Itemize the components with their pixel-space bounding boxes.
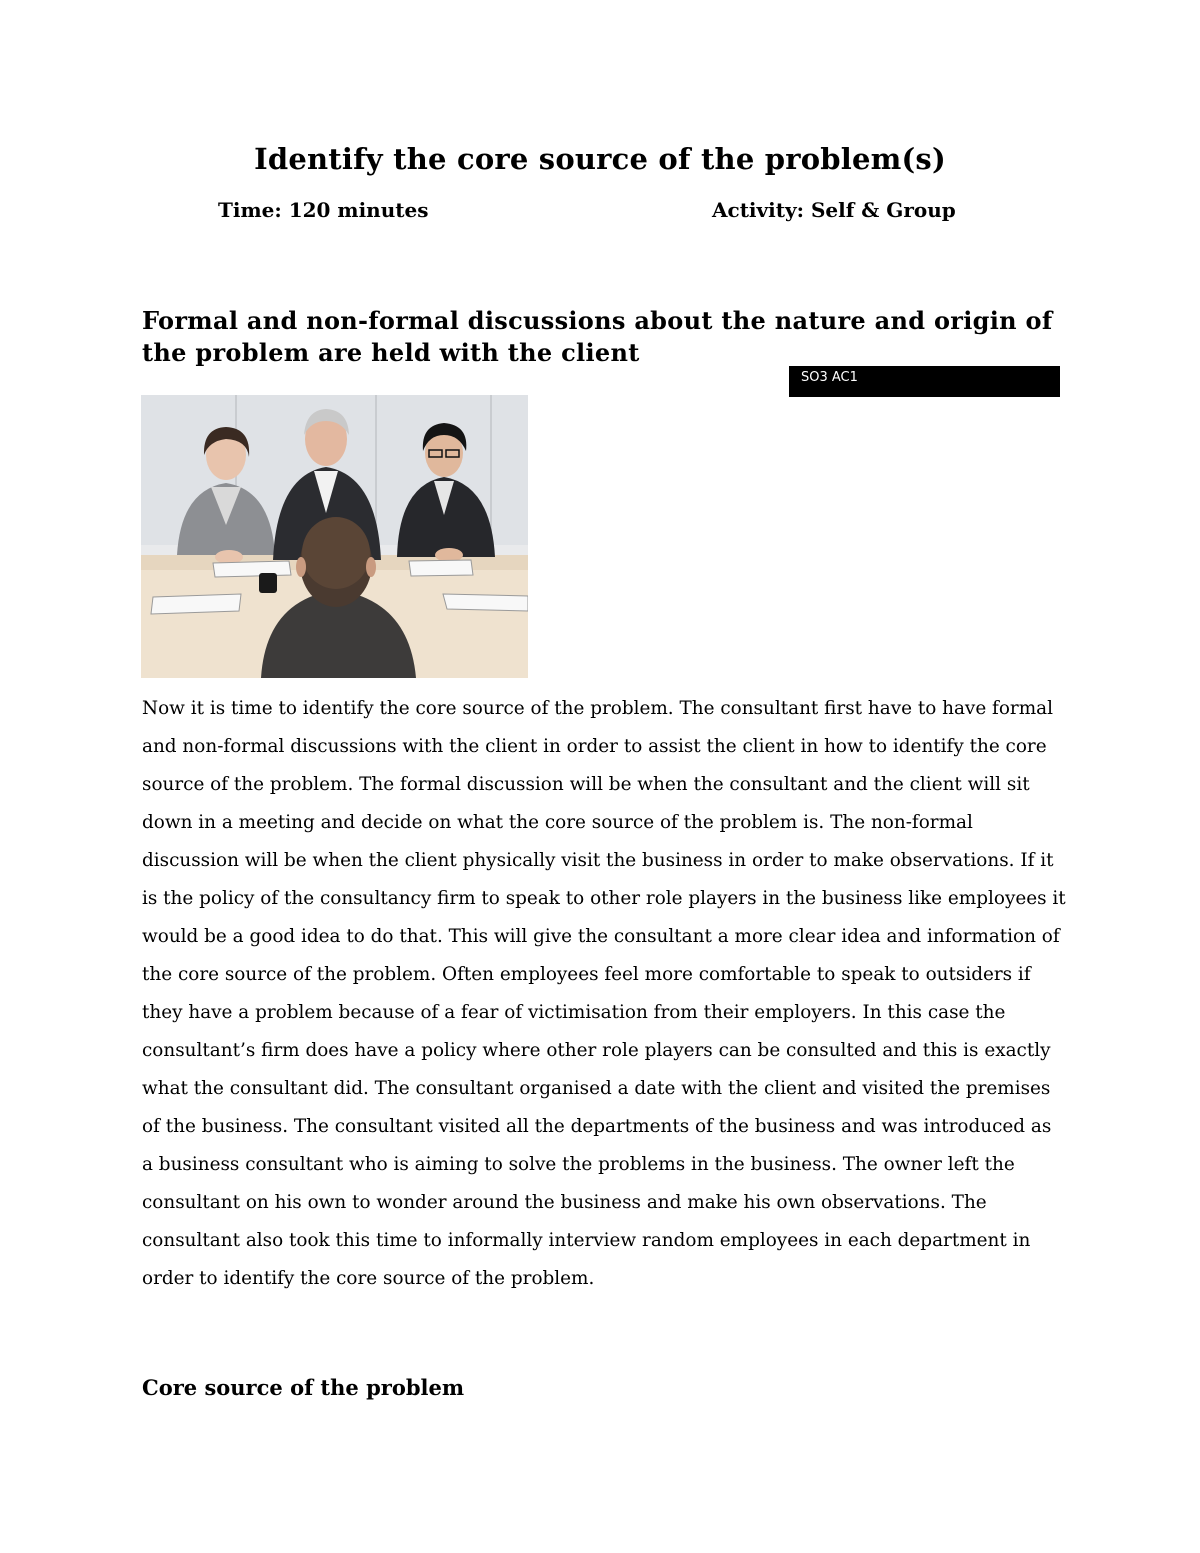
core-source-heading: Core source of the problem: [142, 1375, 465, 1400]
interview-photo: [141, 395, 528, 678]
section-heading: Formal and non-formal discussions about the nature and origin of the problem are held with the client: [142, 306, 1053, 367]
body-paragraph: Now it is time to identify the core source of the problem. The consultant first have to have formal and non-formal discussions with the client in order to assist the client in how to identify the core source of the problem. The formal discussion will be when the consultant and the client will sit down in a meeting and decide on what the core source of the problem is. The non-formal discussion will be when the client physically visit the business in order to make observations. If it is the policy of the consultancy firm to speak to other role players in the business like employees it would be a good idea to do that. This will give the consultant a more clear idea and information of the core source of the problem. Often employees feel more comfortable to speak to outsiders if they have a problem because of a fear of victimisation from their employers. In this case the consultant’s firm does have a policy where other role players can be consulted and this is exactly what the consultant did. The consultant organised a date with the client and visited the premises of the business. The consultant visited all the departments of the business and was introduced as a business consultant who is aiming to solve the problems in the business. The owner left the consultant on his own to wonder around the business and make his own observations. The consultant also took this time to informally interview random employees in each department in order to identify the core source of the problem.: [142, 698, 1066, 1289]
outcome-badge: SO3 AC1: [789, 366, 1060, 397]
time-label: Time: 120 minutes: [218, 198, 429, 222]
page-title: Identify the core source of the problem(s): [254, 142, 946, 176]
activity-label: Activity: Self & Group: [712, 198, 956, 222]
